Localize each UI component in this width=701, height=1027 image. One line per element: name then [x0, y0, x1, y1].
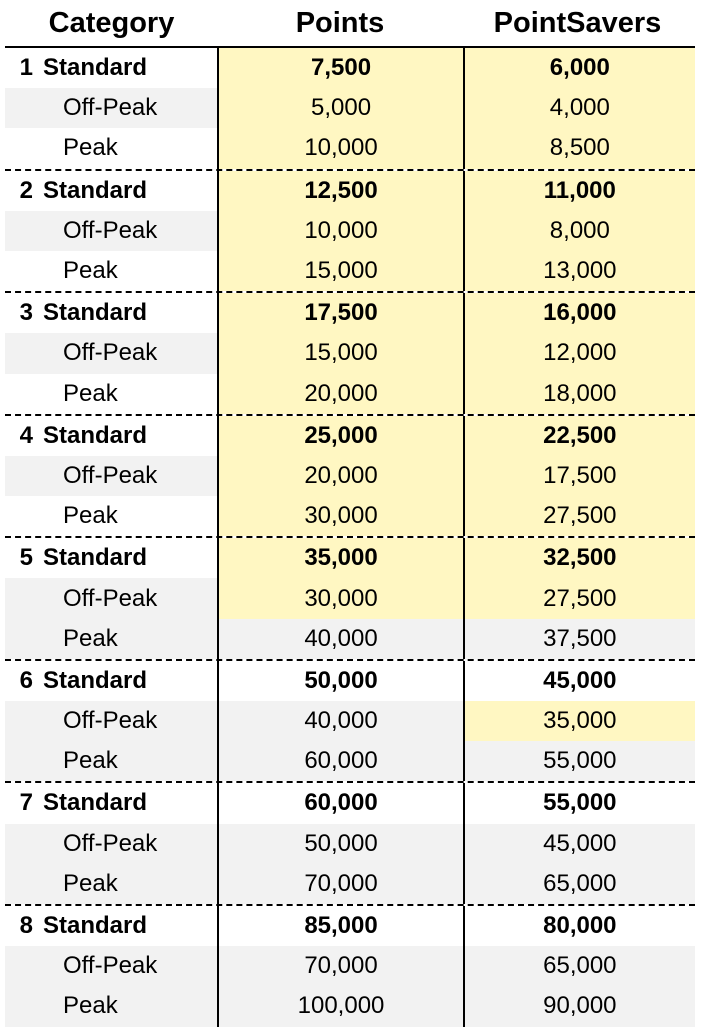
points-cell: 30,000 — [217, 578, 462, 618]
pointsavers-cell: 17,500 — [463, 456, 695, 496]
category-cell — [5, 538, 217, 578]
table-row — [5, 251, 695, 291]
category-cell — [5, 293, 217, 333]
category-group — [5, 169, 695, 292]
season-label: Standard — [43, 789, 148, 817]
category-cell — [5, 619, 217, 659]
table-row — [5, 741, 695, 781]
points-cell: 30,000 — [217, 496, 462, 536]
category-cell — [5, 824, 217, 864]
category-cell — [5, 783, 217, 823]
category-group — [5, 48, 695, 169]
points-cell: 5,000 — [217, 88, 462, 128]
pointsavers-cell: 22,500 — [463, 416, 695, 456]
table-row — [5, 783, 695, 823]
table-row — [5, 293, 695, 333]
season-label: Standard — [43, 299, 148, 327]
season-label: Peak — [63, 992, 118, 1020]
category-group — [5, 659, 695, 782]
category-number: 2 — [19, 176, 33, 204]
pointsavers-cell: 18,000 — [463, 374, 695, 414]
pointsavers-cell: 6,000 — [463, 48, 695, 88]
table-row — [5, 538, 695, 578]
table-row — [5, 416, 695, 456]
pointsavers-cell: 55,000 — [463, 741, 695, 781]
category-cell — [5, 333, 217, 373]
category-cell — [5, 946, 217, 986]
points-cell: 35,000 — [217, 538, 462, 578]
points-cell: 10,000 — [217, 128, 462, 168]
category-number: 5 — [19, 544, 33, 572]
table-row — [5, 88, 695, 128]
season-label: Peak — [63, 379, 118, 407]
table-row — [5, 986, 695, 1026]
points-cell: 60,000 — [217, 783, 462, 823]
table-header — [5, 0, 695, 48]
category-cell — [5, 496, 217, 536]
table-row — [5, 906, 695, 946]
pointsavers-cell: 45,000 — [463, 824, 695, 864]
pointsavers-cell: 12,000 — [463, 333, 695, 373]
table-row — [5, 128, 695, 168]
season-label: Peak — [63, 502, 118, 530]
points-cell: 40,000 — [217, 619, 462, 659]
table-row — [5, 661, 695, 701]
season-label: Peak — [63, 747, 118, 775]
pointsavers-cell: 80,000 — [463, 906, 695, 946]
points-cell: 70,000 — [217, 864, 462, 904]
season-label: Standard — [43, 666, 148, 694]
category-cell — [5, 578, 217, 618]
pointsavers-cell: 55,000 — [463, 783, 695, 823]
category-cell — [5, 661, 217, 701]
season-label: Off-Peak — [63, 584, 158, 612]
table-row — [5, 496, 695, 536]
table-row — [5, 456, 695, 496]
season-label: Off-Peak — [63, 94, 158, 122]
season-label: Peak — [63, 869, 118, 897]
category-cell — [5, 986, 217, 1026]
pointsavers-cell: 8,000 — [463, 211, 695, 251]
table-row — [5, 333, 695, 373]
pointsavers-cell: 45,000 — [463, 661, 695, 701]
category-cell — [5, 48, 217, 88]
points-cell: 10,000 — [217, 211, 462, 251]
points-cell: 15,000 — [217, 333, 462, 373]
category-number: 1 — [19, 54, 33, 82]
table-row — [5, 48, 695, 88]
table-body — [5, 48, 695, 1027]
season-label: Standard — [43, 544, 148, 572]
pointsavers-cell: 27,500 — [463, 578, 695, 618]
category-group — [5, 414, 695, 537]
points-cell: 7,500 — [217, 48, 462, 88]
category-number: 3 — [19, 299, 33, 327]
season-label: Off-Peak — [63, 216, 158, 244]
category-cell — [5, 171, 217, 211]
points-cell: 20,000 — [217, 374, 462, 414]
category-group — [5, 781, 695, 904]
category-cell — [5, 864, 217, 904]
category-number: 4 — [19, 421, 33, 449]
category-number: 8 — [19, 912, 33, 940]
season-label: Off-Peak — [63, 829, 158, 857]
season-label: Off-Peak — [63, 952, 158, 980]
category-cell — [5, 416, 217, 456]
pointsavers-cell: 65,000 — [463, 864, 695, 904]
season-label: Standard — [43, 54, 148, 82]
points-cell: 60,000 — [217, 741, 462, 781]
table-row — [5, 211, 695, 251]
pointsavers-cell: 37,500 — [463, 619, 695, 659]
pointsavers-cell: 13,000 — [463, 251, 695, 291]
season-label: Off-Peak — [63, 339, 158, 367]
category-cell — [5, 456, 217, 496]
table-row — [5, 619, 695, 659]
pointsavers-cell: 4,000 — [463, 88, 695, 128]
category-cell — [5, 128, 217, 168]
pointsavers-cell: 35,000 — [463, 701, 695, 741]
table-row — [5, 701, 695, 741]
points-cell: 100,000 — [217, 986, 462, 1026]
header-points: Points — [295, 6, 385, 39]
category-cell — [5, 906, 217, 946]
points-cell: 25,000 — [217, 416, 462, 456]
category-number: 6 — [19, 666, 33, 694]
points-cell: 70,000 — [217, 946, 462, 986]
table-row — [5, 374, 695, 414]
points-cell: 85,000 — [217, 906, 462, 946]
table-row — [5, 824, 695, 864]
pointsavers-cell: 16,000 — [463, 293, 695, 333]
pointsavers-cell: 8,500 — [463, 128, 695, 168]
table-row — [5, 864, 695, 904]
season-label: Standard — [43, 176, 148, 204]
category-cell — [5, 211, 217, 251]
season-label: Off-Peak — [63, 707, 158, 735]
points-cell: 50,000 — [217, 824, 462, 864]
points-cell: 40,000 — [217, 701, 462, 741]
pointsavers-cell: 32,500 — [463, 538, 695, 578]
category-cell — [5, 741, 217, 781]
table-row — [5, 171, 695, 211]
points-cell: 20,000 — [217, 456, 462, 496]
points-cell: 12,500 — [217, 171, 462, 211]
table-row — [5, 578, 695, 618]
header-pointsavers: PointSavers — [493, 6, 662, 39]
season-label: Peak — [63, 624, 118, 652]
category-number: 7 — [19, 789, 33, 817]
header-category: Category — [48, 6, 175, 39]
season-label: Off-Peak — [63, 461, 158, 489]
season-label: Standard — [43, 912, 148, 940]
points-cell: 50,000 — [217, 661, 462, 701]
category-cell — [5, 251, 217, 291]
award-chart-table — [5, 0, 695, 1027]
category-cell — [5, 374, 217, 414]
season-label: Peak — [63, 257, 118, 285]
points-cell: 17,500 — [217, 293, 462, 333]
category-cell — [5, 701, 217, 741]
category-group — [5, 291, 695, 414]
pointsavers-cell: 90,000 — [463, 986, 695, 1026]
table-row — [5, 946, 695, 986]
category-group — [5, 536, 695, 659]
season-label: Peak — [63, 134, 118, 162]
season-label: Standard — [43, 421, 148, 449]
pointsavers-cell: 11,000 — [463, 171, 695, 211]
points-cell: 15,000 — [217, 251, 462, 291]
category-cell — [5, 88, 217, 128]
pointsavers-cell: 27,500 — [463, 496, 695, 536]
category-group — [5, 904, 695, 1027]
pointsavers-cell: 65,000 — [463, 946, 695, 986]
